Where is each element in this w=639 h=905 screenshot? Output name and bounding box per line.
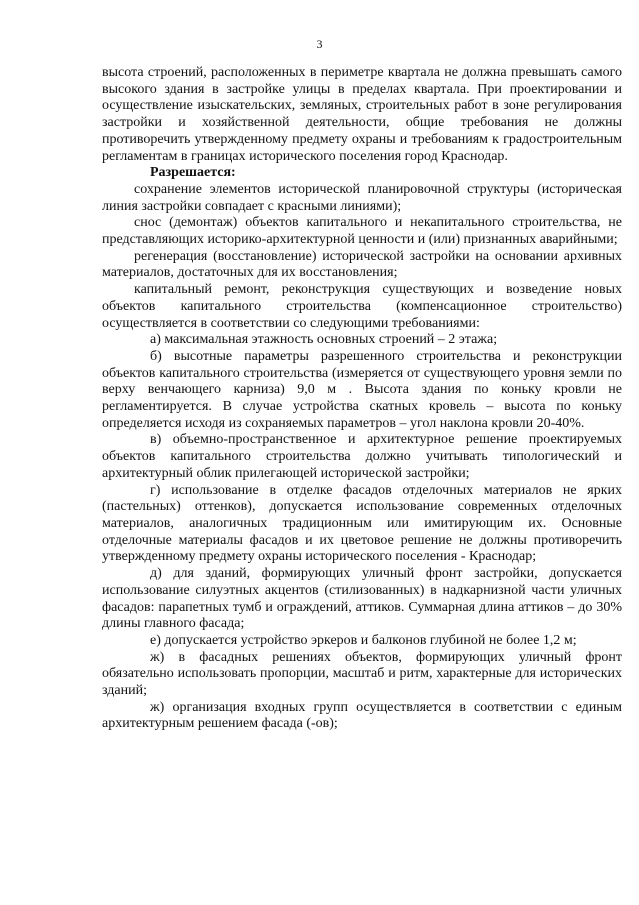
document-body (102, 65, 622, 733)
paragraph-height-limits: высота строений, расположенных в периметре квартала не должна превышать самого высокого здания в застройке улицы в пределах квартала. При проектировании и осуществление изыскательских, земляных, строительных работ в зоне регулирования застройки и хозяйственной деятельности, общие требования не должны противоречить утвержденному предмету охраны и требованиям к градостроительным регламентам в границах исторического поселения город Краснодар. (102, 65, 622, 164)
list-item-zh-2: ж) организация входных групп осуществляется в соответствии с единым архитектурным решением фасада (-ов); (102, 699, 622, 732)
list-item-g: г) использование в отделке фасадов отделочных материалов не ярких (пастельных) оттенков), допускается использование современных отделочных материалов, аналогичных традиционным или имитирующим их. Основные отделочные материалы фасадов и их цветовое решение не должны противоречить утвержденному предмету охраны исторического поселения - Краснодар; (102, 482, 622, 565)
list-item-a: а) максимальная этажность основных строений – 2 этажа; (150, 332, 498, 348)
list-item-b: б) высотные параметры разрешенного строительства и реконструкции объектов капитального строительства (измеряется от существующего уровня земли по верху венчающего карниза) 9,0 м . Высота здания по коньку кровли не регламентируется. В случае устройства скатных кровель – высота по коньку определяется исходя из сохраняемых параметров – угол наклона кровли 20-40%. (102, 348, 622, 431)
paragraph-demolition: снос (демонтаж) объектов капитального и некапитального строительства, не представляющих историко-архитектурной ценности и (или) признанных аварийными; (102, 215, 622, 248)
list-item-e: е) допускается устройство эркеров и балконов глубиной не более 1,2 м; (150, 632, 577, 648)
paragraph-preservation: сохранение элементов исторической планировочной структуры (историческая линия застройки совпадает с красными линиями); (102, 181, 622, 214)
page-number: 3 (316, 37, 323, 51)
paragraph-regeneration: регенерация (восстановление) исторической застройки на основании архивных материалов, достаточных для их восстановления; (102, 248, 622, 281)
list-item-v: в) объемно-пространственное и архитектурное решение проектируемых объектов капитального строительства должно учитывать типологический и архитектурный облик прилегающей исторической застройки; (102, 432, 622, 481)
section-heading-allowed: Разрешается: (150, 165, 236, 181)
paragraph-capital-repair: капитальный ремонт, реконструкция существующих и возведение новых объектов капитального строительства (компенсационное строительство) осуществляется в соответствии со следующими требованиями: (102, 282, 622, 331)
list-item-d: д) для зданий, формирующих уличный фронт застройки, допускается использование силуэтных акцентов (стилизованных) в надкарнизной части уличных фасадов: парапетных тумб и ограждений, аттиков. Суммарная длина аттиков – до 30% длины главного фасада; (102, 566, 622, 632)
list-item-zh-1: ж) в фасадных решениях объектов, формирующих уличный фронт обязательно использовать пропорции, масштаб и ритм, характерные для исторических зданий; (102, 649, 622, 699)
